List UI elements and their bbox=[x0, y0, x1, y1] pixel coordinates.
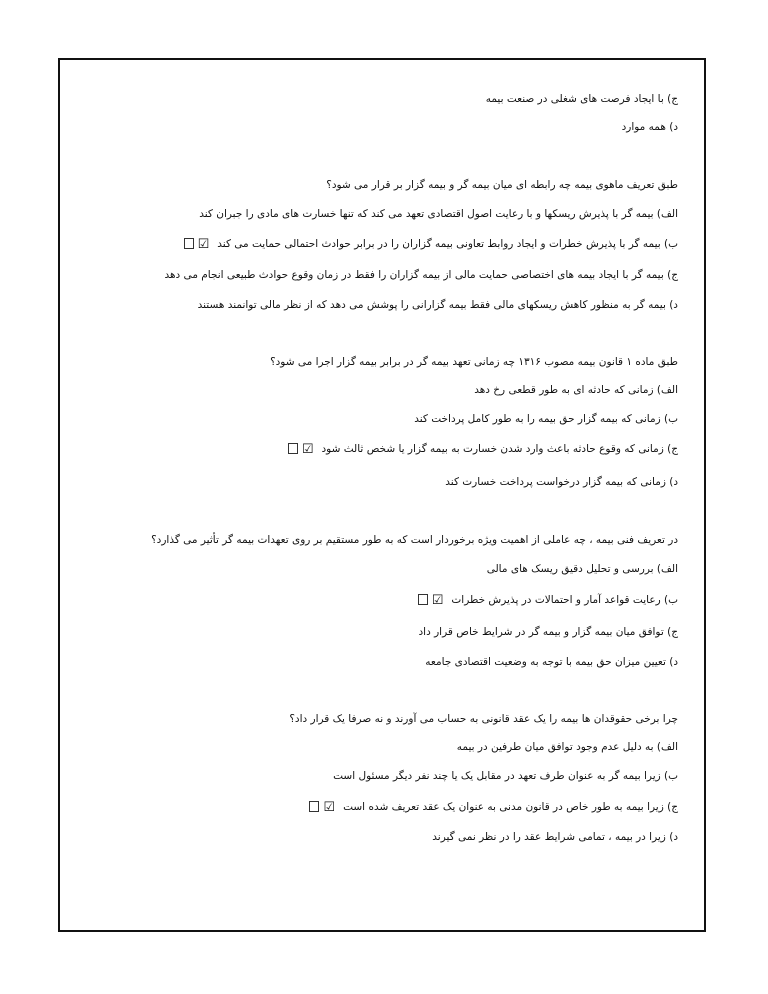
q2-option-b: ب) زمانی که بیمه گزار حق بیمه را به طور کامل پرداخت کند bbox=[414, 413, 678, 425]
q3-option-d: د) تعیین میزان حق بیمه با توجه به وضعیت اقتصادی جامعه bbox=[425, 656, 678, 668]
q2-option-a: الف) زمانی که حادثه ای به طور قطعی رخ دهد bbox=[474, 384, 678, 396]
q4-option-c bbox=[309, 800, 678, 814]
checkbox-empty-icon bbox=[288, 443, 298, 454]
checkbox-checked-icon: ☑ bbox=[197, 237, 210, 252]
checkbox-checked-icon: ☑ bbox=[323, 800, 336, 815]
q2-question: طبق ماده ۱ قانون بیمه مصوب ۱۳۱۶ چه زمانی تعهد بیمه گر در برابر بیمه گزار اجرا می شود؟ bbox=[270, 356, 678, 368]
checkbox-checked-icon: ☑ bbox=[431, 593, 444, 608]
q3-option-b-text: ب) رعایت قواعد آمار و احتمالات در پذیرش خطرات bbox=[451, 594, 678, 606]
q1-option-a: الف) بیمه گر با پذیرش ریسکها و با رعایت اصول اقتصادی تعهد می کند که تنها خسارت های مادی را جبران کند bbox=[199, 208, 678, 220]
q4-option-a: الف) به دلیل عدم وجود توافق میان طرفین در بیمه bbox=[456, 741, 678, 753]
q2-option-d: د) زمانی که بیمه گزار درخواست پرداخت خسارت کند bbox=[445, 476, 678, 488]
q1-question: طبق تعریف ماهوی بیمه چه رابطه ای میان بیمه گر و بیمه گزار بر قرار می شود؟ bbox=[326, 179, 678, 191]
checkbox-empty-icon bbox=[309, 801, 319, 812]
q1-option-d: د) بیمه گر به منظور کاهش ریسکهای مالی فقط بیمه گزارانی را پوشش می دهد که از نظر مالی توانمند هستند bbox=[197, 299, 678, 311]
q2-option-c bbox=[288, 442, 678, 456]
q4-option-d: د) زیرا در بیمه ، تمامی شرایط عقد را در نظر نمی گیرند bbox=[432, 831, 678, 843]
checkbox-empty-icon bbox=[418, 594, 428, 605]
checkbox-empty-icon bbox=[184, 238, 194, 249]
q4-option-c-text: ج) زیرا بیمه به طور خاص در قانون مدنی به عنوان یک عقد تعریف شده است bbox=[343, 801, 678, 813]
q1-option-b bbox=[184, 237, 678, 251]
q3-question: در تعریف فنی بیمه ، چه عاملی از اهمیت ویژه برخوردار است که به طور مستقیم بر روی تعهدات بیمه گر تأثیر می گذارد؟ bbox=[151, 534, 678, 546]
q0-option-c: ج) با ایجاد فرصت های شغلی در صنعت بیمه bbox=[485, 93, 678, 105]
checkbox-checked-icon: ☑ bbox=[301, 442, 314, 457]
q2-option-c-text: ج) زمانی که وقوع حادثه باعث وارد شدن خسارت به بیمه گزار یا شخص ثالث شود bbox=[321, 443, 678, 455]
q3-option-c: ج) توافق میان بیمه گزار و بیمه گر در شرایط خاص قرار داد bbox=[418, 626, 678, 638]
q4-question: چرا برخی حقوقدان ها بیمه را یک عقد قانونی به حساب می آورند و نه صرفا یک قرار داد؟ bbox=[289, 713, 678, 725]
answer-mark bbox=[418, 593, 444, 608]
q3-option-b bbox=[418, 593, 678, 607]
q0-option-d: د) همه موارد bbox=[621, 121, 678, 133]
q1-option-b-text: ب) بیمه گر با پذیرش خطرات و ایجاد روابط تعاونی بیمه گزاران را در برابر حوادث احتمالی حمایت می کند bbox=[217, 238, 678, 250]
answer-mark bbox=[309, 800, 335, 815]
answer-mark bbox=[184, 237, 210, 252]
answer-mark bbox=[288, 442, 314, 457]
q3-option-a: الف) بررسی و تحلیل دقیق ریسک های مالی bbox=[486, 563, 678, 575]
q4-option-b: ب) زیرا بیمه گر به عنوان طرف تعهد در مقابل یک یا چند نفر دیگر مسئول است bbox=[333, 770, 678, 782]
q1-option-c: ج) بیمه گر با ایجاد بیمه های اختصاصی حمایت مالی از بیمه گزاران را فقط در زمان وقوع حوادث طبیعی انجام می دهد bbox=[164, 269, 678, 281]
